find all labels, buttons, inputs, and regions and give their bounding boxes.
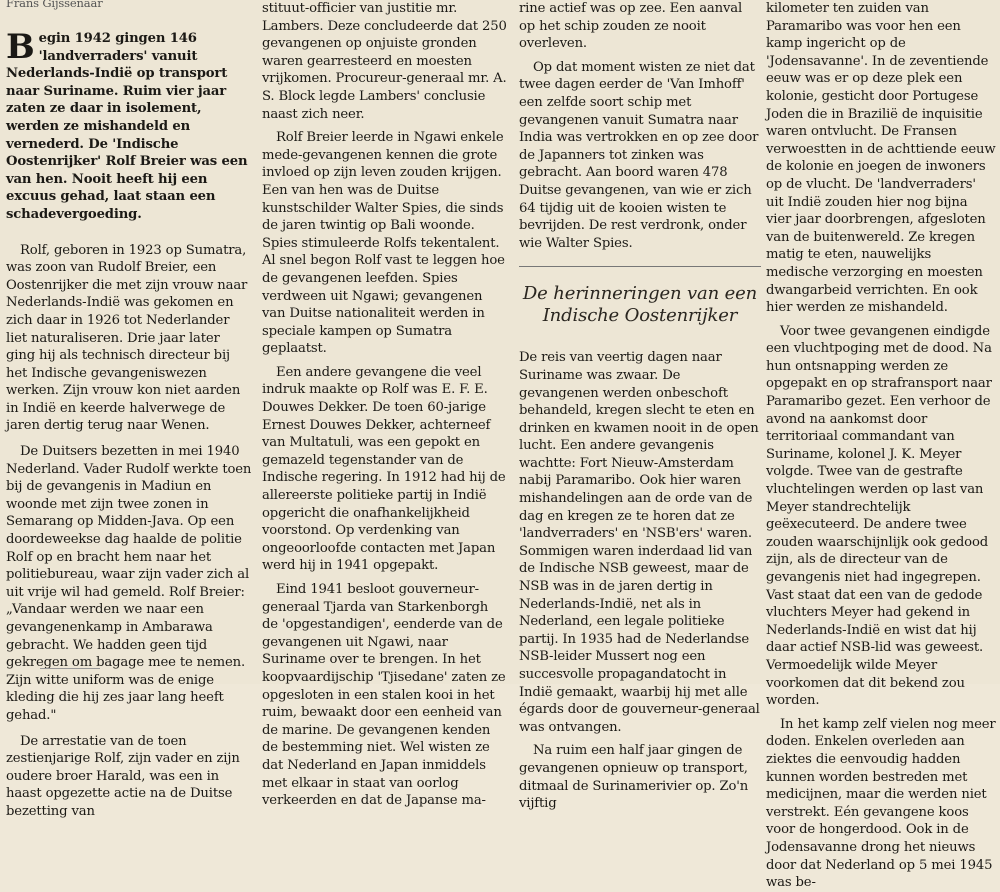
paragraph: De reis van veertig dagen naar Suriname was zwaar. De gevangenen werden onbeschoft behandeld, kregen slecht te eten en drinken en kwamen nooit in de open lucht. Een andere gevangenis wachtte: Fort Nieuw-Amsterdam nabij Paramaribo. Ook hier waren mishandelingen aan de orde van de dag en kregen ze te horen dat ze 'landverraders' en 'NSB'ers' waren. Sommigen waren inderdaad lid van de Indische NSB geweest, maar de NSB was in de jaren dertig in Nederlands-Indië, net als in Nederland, een legale politieke partij. In 1935 had de Nederlandse NSB-leider Mussert nog een succesvolle propagandatocht in Indië gemaakt, waarbij hij met alle égards door de gouverneur-generaal was ontvangen. — [519, 350, 760, 735]
article-column-2 — [262, 0, 508, 809]
paragraph: stituut-officier van justitie mr. Lambers. Deze concludeerde dat 250 gevangenen op onjuiste gronden waren gearresteerd en moesten vrijkomen. Procureur-generaal mr. A. S. Block legde Lambers' conclusie naast zich neer. — [262, 1, 507, 122]
paragraph: Eind 1941 besloot gouverneur-generaal Tjarda van Starkenborgh de 'opgestandigen', eenderde van de gevangenen uit Ngawi, naar Suriname over te brengen. In het koopvaardijschip 'Tjisedane' zaten ze opgesloten in een stalen kooi in het ruim, bewaakt door een eenheid van de marine. De gevangenen kenden de bestemming niet. Wel wisten ze dat Nederland en Japan inmiddels met elkaar in staat van oorlog verkeerden en dat de Japanse ma- — [262, 582, 506, 809]
paragraph: In het kamp zelf vielen nog meer doden. Enkelen overleden aan ziektes die eenvoudig hadden kunnen worden bestreden met medicijnen, maar die werden niet verstrekt. Eén gevangene koos voor de hongerdood. Ook in de Jodensavanne drong het nieuws door dat Nederland op 5 mei 1945 was be- — [766, 716, 996, 891]
byline: Frans Gijssenaar — [6, 0, 103, 10]
paragraph: Een andere gevangene die veel indruk maakte op Rolf was E. F. E. Douwes Dekker. De toen 60-jarige Ernest Douwes Dekker, achterneef van Multatuli, was een gepokt en gemazeld tegenstander van de Indische regering. In 1912 had hij de allereerste politieke partij in Indië opgericht die onafhankelijkheid voorstond. Op verdenking van ongeoorloofde contacten met Japan werd hij in 1941 opgepakt. — [262, 364, 506, 574]
paragraph: De Duitsers bezetten in mei 1940 Nederland. Vader Rudolf werkte toen bij de gevangenis in Madiun en woonde met zijn twee zonen in Semarang op Midden-Java. Op een doordeweekse dag haalde de politie Rolf op en bracht hem naar het politiebureau, waar zijn vader zich al uit vrije wil had gemeld. Rolf Breier: „Vandaar werden we naar een gevangenenkamp in Ambarawa gebracht. We hadden geen tijd gekregen om bagage mee te nemen. Zijn witte uniform was de enige kleding die hij zes jaar lang heeft gehad." — [6, 444, 252, 723]
paragraph: rine actief was op zee. Een aanval op het schip zouden ze nooit overleven. — [519, 1, 743, 52]
pull-quote: De herinneringen van een Indische Oostenrijker — [519, 266, 761, 327]
lede-text: egin 1942 gingen 146 'landverraders' vanuit Nederlands-Indië op transport naar Suriname. Ruim vier jaar zaten ze daar in isolement, werden ze mishandeld en vernederd. De 'Indische Oostenrijker' Rolf Breier was een van hen. Nooit heeft hij een excuus gehad, laat staan een schadevergoeding. — [6, 31, 248, 222]
article-column-1 — [6, 0, 252, 819]
paragraph: Na ruim een half jaar gingen de gevangenen opnieuw op transport, ditmaal de Surinamerivier op. Zo'n vijftig — [519, 743, 749, 812]
paragraph: De arrestatie van de toen zestienjarige Rolf, zijn vader en zijn oudere broer Harald, was een in haast opgezette actie na de Duitse bezetting van — [6, 733, 240, 819]
paragraph: Rolf Breier leerde in Ngawi enkele mede-gevangenen kennen die grote invloed op zijn leven zouden krijgen. Een van hen was de Duitse kunstschilder Walter Spies, die sinds de jaren twintig op Bali woonde. Spies stimuleerde Rolfs tekentalent. Al snel begon Rolf vast te leggen hoe de gevangenen leefden. Spies verdween uit Ngawi; gevangenen van Duitse nationaliteit werden in speciale kampen op Sumatra geplaatst. — [262, 130, 505, 357]
drop-cap: B — [6, 27, 35, 67]
footer-rule — [40, 668, 100, 669]
article-lede — [6, 27, 252, 224]
paragraph: Op dat moment wisten ze niet dat twee dagen eerder de 'Van Imhoff' een zelfde soort schip met gevangenen vanuit Sumatra naar India was vertrokken en op zee door de Japanners tot zinken was gebracht. Aan boord waren 478 Duitse gevangenen, van wie er zich 64 tijdig uit de kooien wisten te bevrijden. De rest verdronk, onder wie Walter Spies. — [519, 59, 759, 251]
paragraph: Rolf, geboren in 1923 op Sumatra, was zoon van Rudolf Breier, een Oostenrijker die met zijn vrouw naar Nederlands-Indië was gekomen en zich daar in 1926 tot Nederlander liet naturaliseren. Drie jaar later ging hij als technisch directeur bij het Indische gevangeniswezen werken. Zijn vrouw kon niet aarden in Indië en keerde halverwege de jaren dertig terug naar Wenen. — [6, 242, 248, 434]
paragraph: Voor twee gevangenen eindigde een vluchtpoging met de dood. Na hun ontsnapping werden ze opgepakt en op strafransport naar Paramaribo gezet. Een verhoor de avond na aankomst door territoriaal commandant van Suriname, kolonel J. K. Meyer volgde. Twee van de gestrafte vluchtelingen werden op last van Meyer standrechtelijk geëxecuteerd. De andere twee zouden waarschijnlijk ook gedood zijn, als de directeur van de gevangenis niet had ingegrepen. Vast staat dat een van de gedode vluchters Meyer had gekend in Nederlands-Indië en wist dat hij daar actief NSB-lid was geweest. Vermoedelijk wilde Meyer voorkomen dat dit bekend zou worden. — [766, 323, 992, 709]
article-column-4 — [766, 0, 996, 891]
article-column-3 — [519, 0, 761, 812]
paragraph: kilometer ten zuiden van Paramaribo was voor hen een kamp ingericht op de 'Jodensavanne'. In de zeventiende eeuw was er op deze plek een kolonie, gesticht door Portugese Joden die in Brazilië de inquisitie waren ontvlucht. De Fransen verwoestten in de achttiende eeuw de kolonie en joegen de inwoners op de vlucht. De 'landverraders' uit Indië zouden hier nog bijna vier jaar doorbrengen, afgesloten van de buitenwereld. Ze kregen matig te eten, nauwelijks medische verzorging en moesten dwangarbeid verrichten. En ook hier werden ze mishandeld. — [766, 1, 996, 316]
